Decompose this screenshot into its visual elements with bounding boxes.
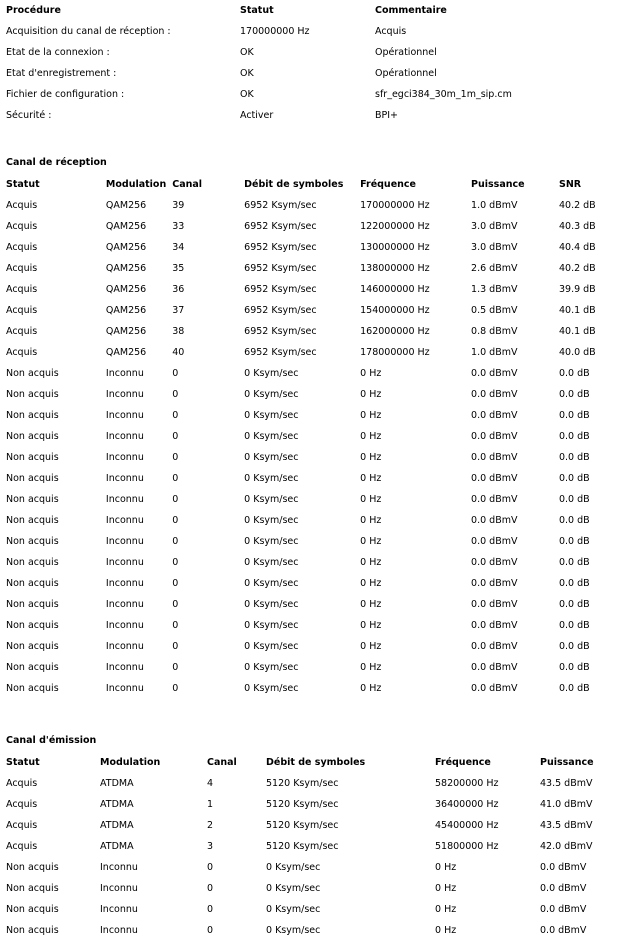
- modulation-cell: QAM256: [105, 221, 147, 232]
- upstream-row: [0, 794, 618, 815]
- snr-cell: 0.0 dB: [558, 515, 590, 526]
- channel-cell: 0: [172, 599, 179, 610]
- frequency-cell: 58200000 Hz: [435, 778, 499, 789]
- power-cell: 3.0 dBmV: [471, 242, 518, 253]
- symbol-rate-cell: 6952 Ksym/sec: [244, 305, 317, 316]
- symbol-rate-cell: 0 Ksym/sec: [244, 368, 299, 379]
- procedure-comment-cell: sfr_egci384_30m_1m_sip.cm: [375, 89, 512, 100]
- channel-cell: 0: [172, 368, 179, 379]
- power-cell: 1.3 dBmV: [471, 284, 518, 295]
- frequency-cell: 0 Hz: [360, 620, 382, 631]
- channel-cell: 0: [172, 578, 179, 589]
- modulation-cell: Inconnu: [105, 452, 144, 463]
- modulation-cell: QAM256: [105, 284, 147, 295]
- status-cell: Non acquis: [6, 599, 59, 610]
- status-cell: Acquis: [6, 242, 38, 253]
- downstream-row: [0, 636, 618, 657]
- downstream-row: [0, 405, 618, 426]
- modulation-cell: Inconnu: [105, 494, 144, 505]
- channel-cell: 0: [207, 904, 214, 915]
- symbol-rate-cell: 0 Ksym/sec: [266, 904, 321, 915]
- frequency-cell: 36400000 Hz: [435, 799, 499, 810]
- procedure-section: [0, 0, 618, 126]
- frequency-cell: 154000000 Hz: [360, 305, 430, 316]
- snr-cell: 40.4 dB: [558, 242, 596, 253]
- symbol-rate-cell: 0 Ksym/sec: [244, 389, 299, 400]
- frequency-cell: 0 Hz: [360, 431, 382, 442]
- channel-cell: 0: [207, 925, 214, 936]
- modulation-cell: Inconnu: [100, 925, 138, 936]
- modulation-cell: QAM256: [105, 347, 147, 358]
- downstream-row: [0, 573, 618, 594]
- power-cell: 0.0 dBmV: [471, 431, 518, 442]
- power-cell: 0.0 dBmV: [471, 473, 518, 484]
- procedure-col-procedure: Procédure: [6, 5, 61, 16]
- power-cell: 43.5 dBmV: [540, 820, 593, 831]
- modulation-cell: QAM256: [105, 242, 147, 253]
- status-cell: Non acquis: [6, 452, 59, 463]
- downstream-row: [0, 657, 618, 678]
- snr-cell: 0.0 dB: [558, 389, 590, 400]
- channel-cell: 38: [172, 326, 185, 337]
- snr-cell: 40.2 dB: [558, 200, 596, 211]
- power-cell: 0.0 dBmV: [540, 904, 587, 915]
- snr-cell: 0.0 dB: [558, 578, 590, 589]
- downstream-row: [0, 342, 618, 363]
- downstream-row: [0, 279, 618, 300]
- modulation-cell: Inconnu: [100, 862, 138, 873]
- upstream-row: [0, 920, 618, 941]
- procedure-body: [0, 21, 618, 126]
- channel-cell: 0: [172, 641, 179, 652]
- procedure-row: [0, 84, 618, 105]
- upstream-row: [0, 878, 618, 899]
- status-cell: Non acquis: [6, 662, 59, 673]
- status-cell: Acquis: [6, 347, 38, 358]
- channel-cell: 0: [172, 431, 179, 442]
- symbol-rate-cell: 0 Ksym/sec: [244, 599, 299, 610]
- power-cell: 0.0 dBmV: [471, 599, 518, 610]
- frequency-cell: 0 Hz: [360, 557, 382, 568]
- channel-cell: 36: [172, 284, 185, 295]
- downstream-row: [0, 258, 618, 279]
- power-cell: 0.0 dBmV: [540, 862, 587, 873]
- procedure-col-commentaire: Commentaire: [375, 5, 447, 16]
- frequency-cell: 0 Hz: [360, 368, 382, 379]
- snr-cell: 40.3 dB: [558, 221, 596, 232]
- status-cell: Non acquis: [6, 578, 59, 589]
- status-cell: Acquis: [6, 820, 38, 831]
- symbol-rate-cell: 6952 Ksym/sec: [244, 263, 317, 274]
- channel-cell: 0: [172, 683, 179, 694]
- frequency-cell: 138000000 Hz: [360, 263, 430, 274]
- channel-cell: 35: [172, 263, 185, 274]
- power-cell: 0.0 dBmV: [471, 536, 518, 547]
- channel-cell: 0: [172, 557, 179, 568]
- power-cell: 0.8 dBmV: [471, 326, 518, 337]
- downstream-row: [0, 363, 618, 384]
- upstream-col-frequence: Fréquence: [435, 757, 491, 768]
- snr-cell: 0.0 dB: [558, 473, 590, 484]
- channel-cell: 1: [207, 799, 214, 810]
- procedure-col-statut: Statut: [240, 5, 274, 16]
- channel-cell: 37: [172, 305, 185, 316]
- upstream-row: [0, 815, 618, 836]
- snr-cell: 0.0 dB: [558, 410, 590, 421]
- channel-cell: 40: [172, 347, 185, 358]
- symbol-rate-cell: 6952 Ksym/sec: [244, 284, 317, 295]
- snr-cell: 0.0 dB: [558, 620, 590, 631]
- symbol-rate-cell: 0 Ksym/sec: [244, 515, 299, 526]
- power-cell: 2.6 dBmV: [471, 263, 518, 274]
- status-cell: Acquis: [6, 778, 38, 789]
- procedure-status-cell: OK: [240, 47, 254, 58]
- power-cell: 0.5 dBmV: [471, 305, 518, 316]
- symbol-rate-cell: 0 Ksym/sec: [244, 494, 299, 505]
- downstream-row: [0, 489, 618, 510]
- downstream-table: [0, 174, 618, 699]
- modulation-cell: Inconnu: [105, 620, 144, 631]
- downstream-row: [0, 678, 618, 699]
- modulation-cell: Inconnu: [105, 473, 144, 484]
- channel-cell: 2: [207, 820, 214, 831]
- frequency-cell: 130000000 Hz: [360, 242, 430, 253]
- procedure-row: [0, 42, 618, 63]
- downstream-row: [0, 468, 618, 489]
- channel-cell: 0: [172, 389, 179, 400]
- power-cell: 0.0 dBmV: [471, 557, 518, 568]
- status-cell: Non acquis: [6, 862, 59, 873]
- status-cell: Non acquis: [6, 536, 59, 547]
- snr-cell: 40.2 dB: [558, 263, 596, 274]
- downstream-col-frequence: Fréquence: [360, 179, 416, 190]
- power-cell: 43.5 dBmV: [540, 778, 593, 789]
- procedure-row: [0, 105, 618, 126]
- snr-cell: 39.9 dB: [558, 284, 596, 295]
- status-cell: Non acquis: [6, 410, 59, 421]
- symbol-rate-cell: 0 Ksym/sec: [266, 862, 321, 873]
- status-cell: Acquis: [6, 200, 38, 211]
- downstream-row: [0, 531, 618, 552]
- downstream-header-row: [0, 174, 618, 195]
- channel-cell: 34: [172, 242, 185, 253]
- procedure-row: [0, 63, 618, 84]
- channel-cell: 0: [172, 473, 179, 484]
- symbol-rate-cell: 0 Ksym/sec: [244, 620, 299, 631]
- status-cell: Non acquis: [6, 557, 59, 568]
- channel-cell: 0: [172, 515, 179, 526]
- downstream-row: [0, 216, 618, 237]
- channel-cell: 0: [172, 536, 179, 547]
- frequency-cell: 0 Hz: [435, 904, 457, 915]
- modulation-cell: Inconnu: [100, 904, 138, 915]
- upstream-row: [0, 773, 618, 794]
- symbol-rate-cell: 5120 Ksym/sec: [266, 778, 339, 789]
- downstream-title: Canal de réception: [6, 157, 107, 168]
- channel-cell: 0: [172, 620, 179, 631]
- frequency-cell: 0 Hz: [360, 578, 382, 589]
- modulation-cell: Inconnu: [100, 883, 138, 894]
- status-cell: Acquis: [6, 326, 38, 337]
- procedure-name-cell: Acquisition du canal de réception :: [6, 26, 171, 37]
- downstream-row: [0, 615, 618, 636]
- modulation-cell: Inconnu: [105, 410, 144, 421]
- procedure-status-cell: Activer: [240, 110, 274, 121]
- power-cell: 0.0 dBmV: [471, 683, 518, 694]
- downstream-row: [0, 447, 618, 468]
- modulation-cell: Inconnu: [105, 662, 144, 673]
- frequency-cell: 0 Hz: [360, 410, 382, 421]
- power-cell: 0.0 dBmV: [471, 452, 518, 463]
- symbol-rate-cell: 0 Ksym/sec: [244, 641, 299, 652]
- modulation-cell: ATDMA: [100, 841, 134, 852]
- power-cell: 0.0 dBmV: [471, 662, 518, 673]
- power-cell: 0.0 dBmV: [540, 925, 587, 936]
- procedure-comment-cell: Opérationnel: [375, 47, 437, 58]
- modulation-cell: Inconnu: [105, 641, 144, 652]
- procedure-header-row: [0, 0, 618, 21]
- power-cell: 1.0 dBmV: [471, 200, 518, 211]
- upstream-col-debit: Débit de symboles: [266, 757, 366, 768]
- downstream-col-puissance: Puissance: [471, 179, 525, 190]
- procedure-name-cell: Sécurité :: [6, 110, 52, 121]
- status-cell: Acquis: [6, 799, 38, 810]
- symbol-rate-cell: 0 Ksym/sec: [266, 925, 321, 936]
- modulation-cell: Inconnu: [105, 515, 144, 526]
- downstream-col-snr: SNR: [558, 179, 582, 190]
- modulation-cell: ATDMA: [100, 778, 134, 789]
- snr-cell: 40.0 dB: [558, 347, 596, 358]
- modulation-cell: Inconnu: [105, 368, 144, 379]
- procedure-row: [0, 21, 618, 42]
- downstream-row: [0, 237, 618, 258]
- frequency-cell: 0 Hz: [360, 683, 382, 694]
- frequency-cell: 0 Hz: [360, 599, 382, 610]
- downstream-row: [0, 195, 618, 216]
- status-cell: Non acquis: [6, 389, 59, 400]
- frequency-cell: 0 Hz: [435, 862, 457, 873]
- status-cell: Acquis: [6, 221, 38, 232]
- snr-cell: 0.0 dB: [558, 494, 590, 505]
- symbol-rate-cell: 0 Ksym/sec: [266, 883, 321, 894]
- downstream-row: [0, 510, 618, 531]
- frequency-cell: 0 Hz: [360, 536, 382, 547]
- frequency-cell: 122000000 Hz: [360, 221, 430, 232]
- procedure-table: [0, 0, 618, 126]
- upstream-col-puissance: Puissance: [540, 757, 594, 768]
- modulation-cell: ATDMA: [100, 820, 134, 831]
- snr-cell: 0.0 dB: [558, 599, 590, 610]
- channel-cell: 0: [207, 883, 214, 894]
- status-cell: Non acquis: [6, 620, 59, 631]
- snr-cell: 40.1 dB: [558, 326, 596, 337]
- symbol-rate-cell: 5120 Ksym/sec: [266, 841, 339, 852]
- status-cell: Non acquis: [6, 515, 59, 526]
- channel-cell: 0: [172, 452, 179, 463]
- modulation-cell: ATDMA: [100, 799, 134, 810]
- frequency-cell: 0 Hz: [360, 641, 382, 652]
- status-cell: Non acquis: [6, 683, 59, 694]
- symbol-rate-cell: 0 Ksym/sec: [244, 473, 299, 484]
- symbol-rate-cell: 0 Ksym/sec: [244, 578, 299, 589]
- power-cell: 42.0 dBmV: [540, 841, 593, 852]
- symbol-rate-cell: 6952 Ksym/sec: [244, 326, 317, 337]
- status-cell: Non acquis: [6, 904, 59, 915]
- downstream-row: [0, 552, 618, 573]
- procedure-status-cell: OK: [240, 68, 254, 79]
- modulation-cell: QAM256: [105, 200, 147, 211]
- symbol-rate-cell: 5120 Ksym/sec: [266, 820, 339, 831]
- symbol-rate-cell: 0 Ksym/sec: [244, 431, 299, 442]
- modulation-cell: QAM256: [105, 263, 147, 274]
- upstream-col-canal: Canal: [207, 757, 237, 768]
- power-cell: 41.0 dBmV: [540, 799, 593, 810]
- status-cell: Acquis: [6, 841, 38, 852]
- upstream-row: [0, 857, 618, 878]
- channel-cell: 3: [207, 841, 214, 852]
- symbol-rate-cell: 0 Ksym/sec: [244, 557, 299, 568]
- frequency-cell: 162000000 Hz: [360, 326, 430, 337]
- downstream-row: [0, 594, 618, 615]
- modulation-cell: Inconnu: [105, 557, 144, 568]
- power-cell: 1.0 dBmV: [471, 347, 518, 358]
- modulation-cell: Inconnu: [105, 683, 144, 694]
- procedure-name-cell: Etat d'enregistrement :: [6, 68, 117, 79]
- snr-cell: 0.0 dB: [558, 536, 590, 547]
- snr-cell: 0.0 dB: [558, 368, 590, 379]
- symbol-rate-cell: 0 Ksym/sec: [244, 410, 299, 421]
- symbol-rate-cell: 6952 Ksym/sec: [244, 200, 317, 211]
- upstream-header-row: [0, 752, 618, 773]
- status-cell: Non acquis: [6, 883, 59, 894]
- frequency-cell: 0 Hz: [435, 883, 457, 894]
- procedure-name-cell: Etat de la connexion :: [6, 47, 110, 58]
- symbol-rate-cell: 5120 Ksym/sec: [266, 799, 339, 810]
- status-cell: Non acquis: [6, 641, 59, 652]
- procedure-status-cell: OK: [240, 89, 254, 100]
- downstream-body: [0, 195, 618, 699]
- downstream-row: [0, 426, 618, 447]
- status-cell: Non acquis: [6, 473, 59, 484]
- status-cell: Non acquis: [6, 494, 59, 505]
- frequency-cell: 0 Hz: [435, 925, 457, 936]
- frequency-cell: 0 Hz: [360, 452, 382, 463]
- symbol-rate-cell: 0 Ksym/sec: [244, 452, 299, 463]
- power-cell: 0.0 dBmV: [471, 515, 518, 526]
- downstream-col-statut: Statut: [6, 179, 40, 190]
- snr-cell: 0.0 dB: [558, 557, 590, 568]
- upstream-col-statut: Statut: [6, 757, 40, 768]
- upstream-row: [0, 899, 618, 920]
- downstream-col-canal: Canal: [172, 179, 203, 190]
- channel-cell: 39: [172, 200, 185, 211]
- frequency-cell: 0 Hz: [360, 494, 382, 505]
- modulation-cell: Inconnu: [105, 599, 144, 610]
- symbol-rate-cell: 0 Ksym/sec: [244, 662, 299, 673]
- snr-cell: 0.0 dB: [558, 452, 590, 463]
- upstream-title: Canal d'émission: [6, 735, 97, 746]
- symbol-rate-cell: 0 Ksym/sec: [244, 683, 299, 694]
- snr-cell: 0.0 dB: [558, 683, 590, 694]
- modulation-cell: Inconnu: [105, 536, 144, 547]
- downstream-row: [0, 300, 618, 321]
- status-cell: Non acquis: [6, 431, 59, 442]
- frequency-cell: 170000000 Hz: [360, 200, 430, 211]
- frequency-cell: 0 Hz: [360, 662, 382, 673]
- modulation-cell: Inconnu: [105, 578, 144, 589]
- channel-cell: 0: [207, 862, 214, 873]
- channel-cell: 0: [172, 662, 179, 673]
- procedure-name-cell: Fichier de configuration :: [6, 89, 125, 100]
- modulation-cell: QAM256: [105, 326, 147, 337]
- power-cell: 0.0 dBmV: [471, 641, 518, 652]
- power-cell: 0.0 dBmV: [471, 389, 518, 400]
- snr-cell: 0.0 dB: [558, 431, 590, 442]
- symbol-rate-cell: 6952 Ksym/sec: [244, 347, 317, 358]
- frequency-cell: 51800000 Hz: [435, 841, 499, 852]
- upstream-row: [0, 836, 618, 857]
- snr-cell: 0.0 dB: [558, 641, 590, 652]
- modulation-cell: QAM256: [105, 305, 147, 316]
- downstream-row: [0, 384, 618, 405]
- power-cell: 0.0 dBmV: [471, 578, 518, 589]
- power-cell: 0.0 dBmV: [471, 620, 518, 631]
- downstream-section: [0, 174, 618, 699]
- power-cell: 0.0 dBmV: [540, 883, 587, 894]
- modulation-cell: Inconnu: [105, 389, 144, 400]
- channel-cell: 0: [172, 410, 179, 421]
- status-cell: Acquis: [6, 263, 38, 274]
- symbol-rate-cell: 6952 Ksym/sec: [244, 242, 317, 253]
- modulation-cell: Inconnu: [105, 431, 144, 442]
- channel-cell: 4: [207, 778, 214, 789]
- downstream-col-debit: Débit de symboles: [244, 179, 344, 190]
- frequency-cell: 0 Hz: [360, 473, 382, 484]
- procedure-comment-cell: Acquis: [375, 26, 407, 37]
- channel-cell: 0: [172, 494, 179, 505]
- status-cell: Acquis: [6, 284, 38, 295]
- upstream-body: [0, 773, 618, 941]
- snr-cell: 40.1 dB: [558, 305, 596, 316]
- status-cell: Acquis: [6, 305, 38, 316]
- power-cell: 0.0 dBmV: [471, 410, 518, 421]
- upstream-section: [0, 752, 618, 941]
- power-cell: 0.0 dBmV: [471, 368, 518, 379]
- upstream-table: [0, 752, 618, 941]
- procedure-comment-cell: Opérationnel: [375, 68, 437, 79]
- symbol-rate-cell: 0 Ksym/sec: [244, 536, 299, 547]
- snr-cell: 0.0 dB: [558, 662, 590, 673]
- frequency-cell: 0 Hz: [360, 389, 382, 400]
- channel-cell: 33: [172, 221, 185, 232]
- symbol-rate-cell: 6952 Ksym/sec: [244, 221, 317, 232]
- frequency-cell: 0 Hz: [360, 515, 382, 526]
- status-cell: Non acquis: [6, 368, 59, 379]
- frequency-cell: 178000000 Hz: [360, 347, 430, 358]
- power-cell: 3.0 dBmV: [471, 221, 518, 232]
- status-cell: Non acquis: [6, 925, 59, 936]
- downstream-row: [0, 321, 618, 342]
- frequency-cell: 146000000 Hz: [360, 284, 430, 295]
- downstream-col-modulation: Modulation: [105, 179, 167, 190]
- power-cell: 0.0 dBmV: [471, 494, 518, 505]
- frequency-cell: 45400000 Hz: [435, 820, 499, 831]
- procedure-status-cell: 170000000 Hz: [240, 26, 310, 37]
- procedure-comment-cell: BPI+: [375, 110, 399, 121]
- upstream-col-modulation: Modulation: [100, 757, 161, 768]
